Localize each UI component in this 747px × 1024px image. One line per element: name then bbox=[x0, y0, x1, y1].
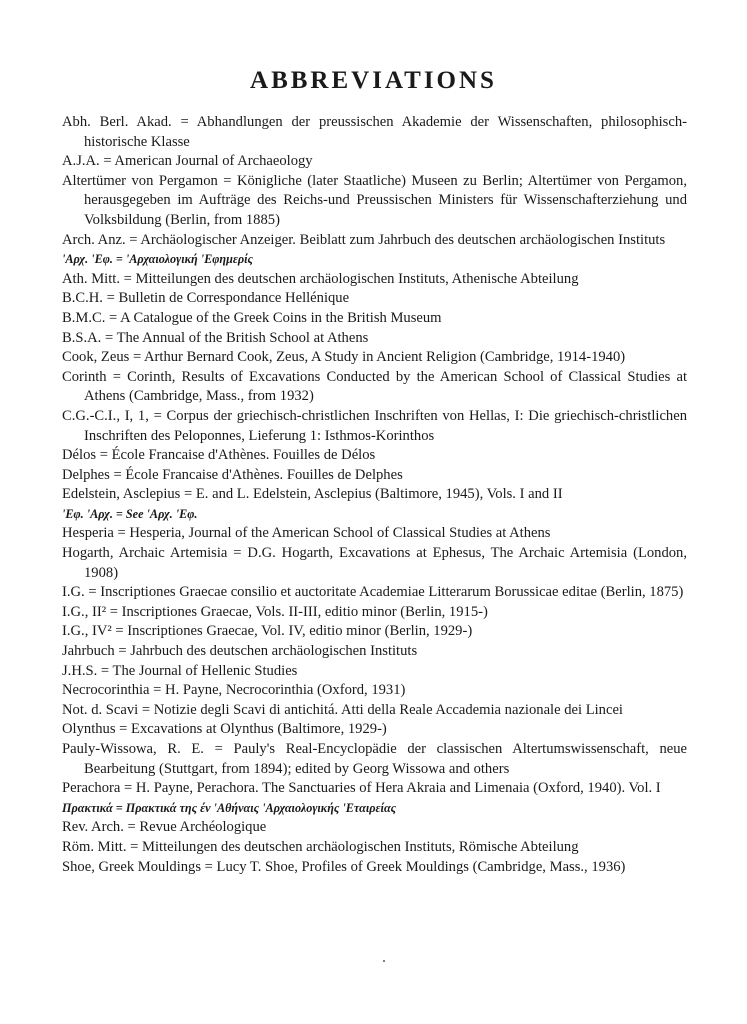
page-title: ABBREVIATIONS bbox=[250, 67, 497, 94]
abbreviation-entry: A.J.A. = American Journal of Archaeology bbox=[62, 153, 313, 170]
abbreviation-entry: Perachora = H. Payne, Perachora. The Sanctuaries of Hera Akraia and Limenaia (Oxford, 1940). Vol. I bbox=[62, 780, 661, 797]
abbreviation-entry: Altertümer von Pergamon = Königliche (later Staatliche) Museen zu Berlin; Altertümer von Pergamon, herausgegeben im Aufträge des Reichs-und Preussischen Ministers für Wissenschafterziehung und Volksbildung (Berlin, from 1885) bbox=[62, 172, 687, 228]
page-mark bbox=[383, 960, 385, 962]
abbreviation-list bbox=[62, 113, 687, 877]
abbreviation-entry: Rev. Arch. = Revue Archéologique bbox=[62, 819, 267, 836]
abbreviation-entry: Πρακτικά = Πρακτικά της έν 'Αθήναις 'Αρχαιολογικής 'Εταιρείας bbox=[62, 800, 397, 815]
abbreviation-entry: Ath. Mitt. = Mitteilungen des deutschen archäologischen Instituts, Athenische Abteilung bbox=[62, 270, 579, 287]
abbreviation-entry: Arch. Anz. = Archäologischer Anzeiger. Beiblatt zum Jahrbuch des deutschen archäologischen Instituts bbox=[62, 231, 666, 248]
abbreviation-entry: Hesperia = Hesperia, Journal of the American School of Classical Studies at Athens bbox=[62, 525, 551, 542]
abbreviation-entry: Edelstein, Asclepius = E. and L. Edelstein, Asclepius (Baltimore, 1945), Vols. I and II bbox=[62, 486, 563, 503]
abbreviation-entry: I.G. = Inscriptiones Graecae consilio et auctoritate Academiae Litterarum Borussicae editae (Berlin, 1875) bbox=[62, 584, 684, 601]
abbreviation-entry: Hogarth, Archaic Artemisia = D.G. Hogarth, Excavations at Ephesus, The Archaic Artemisia (London, 1908) bbox=[62, 545, 687, 581]
abbreviation-entry: Olynthus = Excavations at Olynthus (Baltimore, 1929-) bbox=[62, 721, 387, 738]
abbreviation-entry: Röm. Mitt. = Mitteilungen des deutschen archäologischen Instituts, Römische Abteilung bbox=[62, 838, 579, 855]
abbreviation-entry: Corinth = Corinth, Results of Excavations Conducted by the American School of Classical Studies at Athens (Cambridge, Mass., from 1932) bbox=[62, 368, 687, 405]
abbreviation-entry: J.H.S. = The Journal of Hellenic Studies bbox=[62, 662, 298, 679]
abbreviation-entry: 'Εφ. 'Αρχ. = See 'Αρχ. 'Εφ. bbox=[62, 506, 198, 521]
abbreviation-entry: I.G., II² = Inscriptiones Graecae, Vols. II-III, editio minor (Berlin, 1915-) bbox=[62, 603, 488, 620]
abbreviation-entry: C.G.-C.I., I, 1, = Corpus der griechisch-christlichen Inschriften von Hellas, I: Die griechisch-christlichen Inschriften des Peloponnes, Lieferung 1: Isthmos-Korinthos bbox=[62, 407, 687, 444]
abbreviation-entry: Jahrbuch = Jahrbuch des deutschen archäologischen Instituts bbox=[62, 643, 418, 660]
abbreviation-entry: Not. d. Scavi = Notizie degli Scavi di antichitá. Atti della Reale Accademia nazionale dei Lincei bbox=[62, 701, 623, 718]
abbreviation-entry: Delphes = École Francaise d'Athènes. Fouilles de Delphes bbox=[62, 466, 403, 483]
abbreviation-entry: B.C.H. = Bulletin de Correspondance Hellénique bbox=[62, 290, 350, 307]
abbreviation-entry: 'Αρχ. 'Εφ. = 'Αρχαιολογική 'Εφημερίς bbox=[62, 252, 253, 267]
abbreviation-entry: B.M.C. = A Catalogue of the Greek Coins in the British Museum bbox=[62, 309, 442, 326]
abbreviation-entry: B.S.A. = The Annual of the British School at Athens bbox=[62, 329, 369, 346]
abbreviation-entry: Délos = École Francaise d'Athènes. Fouilles de Délos bbox=[62, 447, 376, 464]
abbreviation-entry: Pauly-Wissowa, R. E. = Pauly's Real-Encyclopädie der classischen Altertumswissenschaft, neue Bearbeitung (Stuttgart, from 1894); edited by Georg Wissowa and others bbox=[62, 741, 687, 777]
abbreviation-entry: Necrocorinthia = H. Payne, Necrocorinthia (Oxford, 1931) bbox=[62, 682, 406, 699]
abbreviation-entry: I.G., IV² = Inscriptiones Graecae, Vol. IV, editio minor (Berlin, 1929-) bbox=[62, 623, 473, 640]
abbreviation-entry: Cook, Zeus = Arthur Bernard Cook, Zeus, A Study in Ancient Religion (Cambridge, 1914-1940) bbox=[62, 349, 626, 366]
abbreviation-entry: Shoe, Greek Mouldings = Lucy T. Shoe, Profiles of Greek Mouldings (Cambridge, Mass., 1936) bbox=[62, 858, 626, 875]
abbreviation-entry: Abh. Berl. Akad. = Abhandlungen der preussischen Akademie der Wissenschaften, philosophisch-historische Klasse bbox=[62, 114, 687, 150]
